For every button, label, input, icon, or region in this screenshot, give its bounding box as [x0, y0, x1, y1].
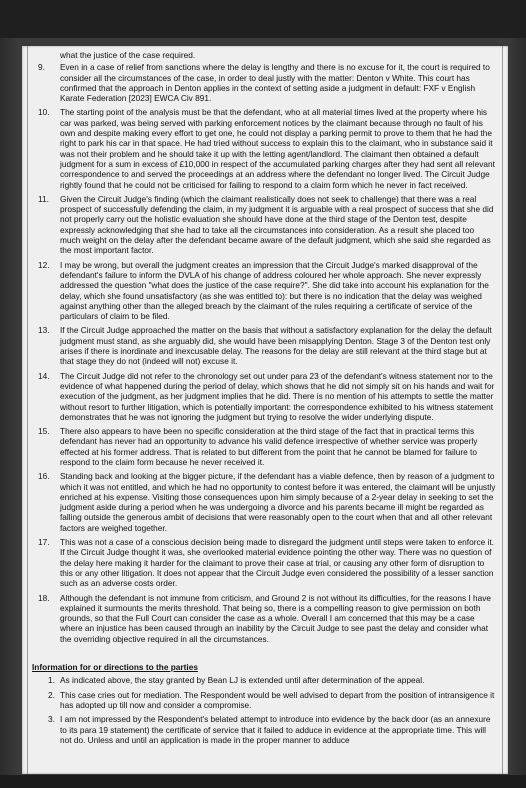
- paragraph-11: [32, 194, 496, 256]
- direction-item-2: [32, 690, 496, 711]
- paragraph-text: This was not a case of a conscious decision being made to disregard the judgment until steps were taken to enforce it. If the Circuit Judge thought it was, she overlooked material evidence pointing the other way. There was no question of the delay here making it harder for the claimant to prove their case at trial, or causing any other form of disruption to this or any other litigation. It does not appear that the Circuit Judge even considered the possibility of a lesser sanction such as an adverse costs order.: [60, 537, 494, 589]
- info-directions-list: [32, 675, 496, 745]
- paragraph-text: Standing back and looking at the bigger picture, if the defendant has a viable defence, then by reason of a judgment to which it was not entitled, and which he had no opportunity to contest before it was entered, the claimant will be unjustly enriched at his expense. Visiting those consequences upon him simply because of a 2-year delay in seeking to set the judgment aside during a period when he was undergoing a divorce and his parents became ill might be regarded as falling outside the generous ambit of decisions that were reasonably open to the court when that and all other relevant factors are weighed together.: [60, 471, 496, 533]
- paragraph-14: [32, 371, 496, 422]
- judgment-paragraphs: [32, 62, 496, 644]
- paragraph-text: The starting point of the analysis must be that the defendant, who at all material times lived at the property where his car was parked, was being served with parking enforcement notices by the claimant because through no fault of his own and despite making every effort to get one, he could not display a parking permit to prove to them that he had the right to park his car in that space. He had tried without success to explain this to the claimant, who in substance said it was not their problem and he should take it up with the letting agent/landlord. The claimant then obtained a default judgment for a sum in excess of £10,000 in respect of the accumulated parking charges after they had sent all relevant correspondence to and served the proceedings at an address where the defendant no longer lived. The Circuit Judge rightly found that he could not be criticised for failing to respond to a claim form which he never in fact received.: [60, 107, 495, 190]
- paragraph-number: 15.: [38, 426, 50, 437]
- direction-text: As indicated above, the stay granted by Bean LJ is extended until after determination of the appeal.: [60, 675, 425, 686]
- paragraph-number: 16.: [38, 471, 50, 482]
- document-page[interactable]: [22, 46, 508, 774]
- paragraph-text: Even in a case of relief from sanctions where the delay is lengthy and there is no excuse for it, the court is required to consider all the circumstances of the case, in order to deal justly with the matter: Denton v White. This court has confirmed that the approach in Denton applies in the context of setting aside a judgment in default: FXF v English Karate Federation [2023] EWCA Civ 891.: [60, 62, 490, 104]
- paragraph-12: [32, 260, 496, 322]
- info-section-title: Information for or directions to the parties: [32, 662, 198, 673]
- paragraph-17: [32, 537, 496, 588]
- paragraph-text: The Circuit Judge did not refer to the chronology set out under para 23 of the defendant's witness statement nor to the evidence of what happened during the period of delay, which shows that he did not simply sit on his hands and wait for execution of the judgment, as her judgment implies that he did. There is no mention of his attempts to settle the matter without resort to further litigation, which is potentially important: the correspondence exhibited to his witness statement demonstrates that he was not ignoring the judgment but trying to resolve the wider underlying dispute.: [60, 370, 495, 422]
- paragraph-number: 10.: [38, 107, 50, 118]
- direction-text: This case cries out for mediation. The Respondent would be well advised to depart from the position of intransigence it has adopted up till now and consider a compromise.: [60, 689, 495, 710]
- paragraph-text: I may be wrong, but overall the judgment creates an impression that the Circuit Judge's marked disapproval of the defendant's failure to inform the DVLA of his change of address coloured her whole approach. She never expressly addressed the question "what does the justice of the case require?". She did take into account his explanation for the delay, which she found unsatisfactory (as she was entitled to): but there is no indication that the delay was weighed against anything other than the alleged breach by the claimant of the rules requiring a certificate of service of the particulars of claim to be filed.: [60, 259, 489, 322]
- paragraph-text: If the Circuit Judge approached the matter on the basis that without a satisfactory explanation for the delay the default judgment must stand, as she arguably did, she would have been misapplying Denton. Stage 3 of the Denton test only arises if there is inordinate and inexcusable delay. The reasons for the delay are still relevant at the third stage but at that stage they do not (indeed will not) excuse it.: [60, 325, 492, 367]
- viewer-top-bar: [0, 0, 526, 38]
- direction-number: 1.: [48, 675, 55, 686]
- direction-number: 3.: [48, 714, 55, 725]
- paragraph-text: There also appears to have been no specific consideration at the third stage of the fact that in practical terms this defendant has never had an opportunity to advance his valid defence irrespective of whether service was properly effected at his former address. That is related to but different from the point that he cannot be blamed for failure to respond to the claim form because he never received it.: [60, 426, 478, 467]
- section-divider: [32, 648, 496, 662]
- paragraph-16: [32, 471, 496, 533]
- paragraph-number: 18.: [38, 592, 50, 603]
- paragraph-number: 14.: [38, 370, 50, 381]
- paragraph-10: [32, 107, 496, 189]
- paragraph-number: 11.: [38, 193, 49, 204]
- paragraph-9: [32, 62, 496, 103]
- paragraph-number: 17.: [38, 537, 50, 548]
- direction-item-3: [32, 714, 496, 745]
- page-border-right: [502, 46, 503, 774]
- paragraph-number: 13.: [38, 325, 50, 336]
- direction-item-1: [32, 675, 496, 685]
- paragraph-15: [32, 426, 496, 467]
- paragraph-13: [32, 325, 496, 366]
- continuation-line: what the justice of the case required.: [60, 50, 196, 60]
- paragraph-number: 12.: [38, 259, 50, 270]
- direction-number: 2.: [48, 689, 55, 700]
- paragraph-number: 9.: [38, 62, 45, 73]
- paragraph-18: [32, 593, 496, 644]
- paragraph-text: Although the defendant is not immune from criticism, and Ground 2 is not without its difficulties, for the reasons I have explained it surmounts the merits threshold. That being so, there is a compelling reason to give permission on both grounds, so that the Full Court can consider the case as a whole. Overall I am concerned that this may be a case where an injustice has been caused through an inability by the Circuit Judge to see past the delay and consider what the overriding objective required in all the circumstances.: [60, 592, 492, 644]
- viewer-bottom-bar: [0, 775, 526, 788]
- page-border-left: [27, 46, 28, 774]
- paragraph-text: Given the Circuit Judge's finding (which the claimant realistically does not seek to challenge) that there was a real prospect of successfully defending the claim, in my judgment it is arguable with a real prospect of success that she did not properly carry out the holistic evaluation she should have done at the third stage of the Denton test, despite expressly acknowledging that she had to take all the circumstances into consideration. As a result she placed too much weight on the delay after the defendant became aware of the default judgment, which she said she regarded as the most important factor.: [60, 193, 494, 256]
- direction-text: I am not impressed by the Respondent's belated attempt to introduce into evidence by the back door (as an annexure to its para 19 statement) the certificate of service that it failed to adduce in evidence at the appropriate time. This will not do. Unless and until an application is made in the proper manner to adduce: [60, 714, 491, 745]
